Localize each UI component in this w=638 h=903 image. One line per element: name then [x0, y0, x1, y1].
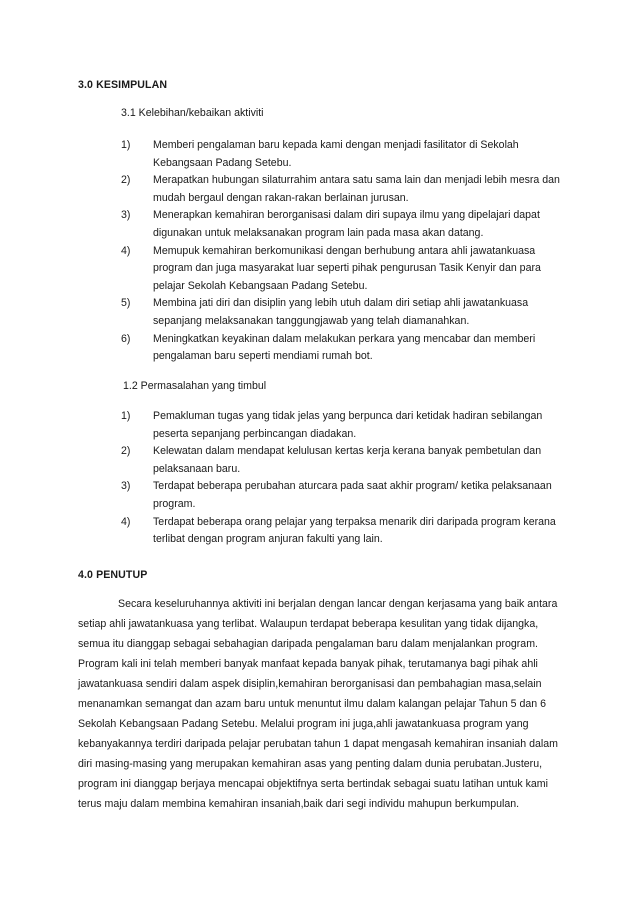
closing-paragraph-text: Secara keseluruhannya aktiviti ini berjalan dengan lancar dengan kerjasama yang baik antara setiap ahli jawatankuasa yang terlibat. Walaupun terdapat beberapa kesulitan yang tidak dijangka, semua itu dianggap sebagai sebahagian daripada pengalaman baru dalam menjalankan program. Program kali ini telah memberi banyak manfaat kepada banyak pihak, terutamanya bagi pihak ahli jawatankuasa sendiri dalam aspek disiplin,kemahiran berorganisasi dan pembahagian masa,selain menanamkan semangat dan azam baru untuk menuntut ilmu dalam kalangan pelajar Tahun 5 dan 6 Sekolah Kebangsaan Padang Setebu. Melalui program ini juga,ahli jawatankuasa program yang kebanyakannya terdiri daripada pelajar perubatan tahun 1 dapat mengasah kemahiran insaniah dalam diri masing-masing yang merupakan kemahiran asas yang penting dalam dunia perubatan.Justeru, program ini dianggap berjaya mencapai objektifnya serta bertindak sebagai suatu latihan untuk kami terus maju dalam membina kemahiran insaniah,baik dari segi individu mahupun berkumpulan.: [78, 598, 558, 810]
list-item: 3) Terdapat beberapa perubahan aturcara pada saat akhir program/ ketika pelaksanaan program.: [121, 480, 552, 510]
list-item: 5) Membina jati diri dan disiplin yang lebih utuh dalam diri setiap ahli jawatankuasa sepanjang melaksanakan tanggungjawab yang telah diamanahkan.: [121, 297, 529, 327]
list-item: 1) Memberi pengalaman baru kepada kami dengan menjadi fasilitator di Sekolah Kebangsaan Padang Setebu.: [121, 139, 519, 169]
section-3-heading: 3.0 KESIMPULAN: [78, 79, 168, 91]
list-item: 4) Terdapat beberapa orang pelajar yang terpaksa menarik diri daripada program kerana terlibat dengan program anjuran fakulti yang lain.: [121, 515, 556, 546]
list-item: 2) Kelewatan dalam mendapat kelulusan kertas kerja kerana banyak pembetulan dan pelaksanaan baru.: [121, 445, 542, 475]
list-item: 3) Menerapkan kemahiran berorganisasi dalam diri supaya ilmu yang dipelajari dapat digunakan untuk melaksanakan program lain pada masa akan datang.: [121, 209, 540, 239]
list-item: 2) Merapatkan hubungan silaturrahim antara satu sama lain dan menjadi lebih mesra dan mudah bergaul dengan rakan-rakan berlainan jurusan.: [121, 174, 560, 204]
list-item: 1) Pemakluman tugas yang tidak jelas yang berpunca dari ketidak hadiran sebilangan peserta sepanjang perbincangan diadakan.: [121, 410, 543, 440]
subsection-advantages-title: 3.1 Kelebihan/kebaikan aktiviti: [121, 107, 264, 119]
closing-paragraph: [78, 594, 560, 814]
section-4-heading: 4.0 PENUTUP: [78, 569, 148, 581]
problems-list: [121, 408, 571, 549]
list-item: 4) Memupuk kemahiran berkomunikasi dengan berhubung antara ahli jawatankuasa program dan juga masyarakat luar seperti pihak pengurusan Tasik Kenyir dan para pelajar Sekolah Kebangsaan Padang Setebu.: [121, 244, 541, 292]
advantages-list: [121, 137, 571, 366]
list-item: 6) Meningkatkan keyakinan dalam melakukan perkara yang mencabar dan memberi pengalaman baru seperti mendiami rumah bot.: [121, 332, 536, 363]
subsection-problems-title: 1.2 Permasalahan yang timbul: [123, 380, 267, 392]
